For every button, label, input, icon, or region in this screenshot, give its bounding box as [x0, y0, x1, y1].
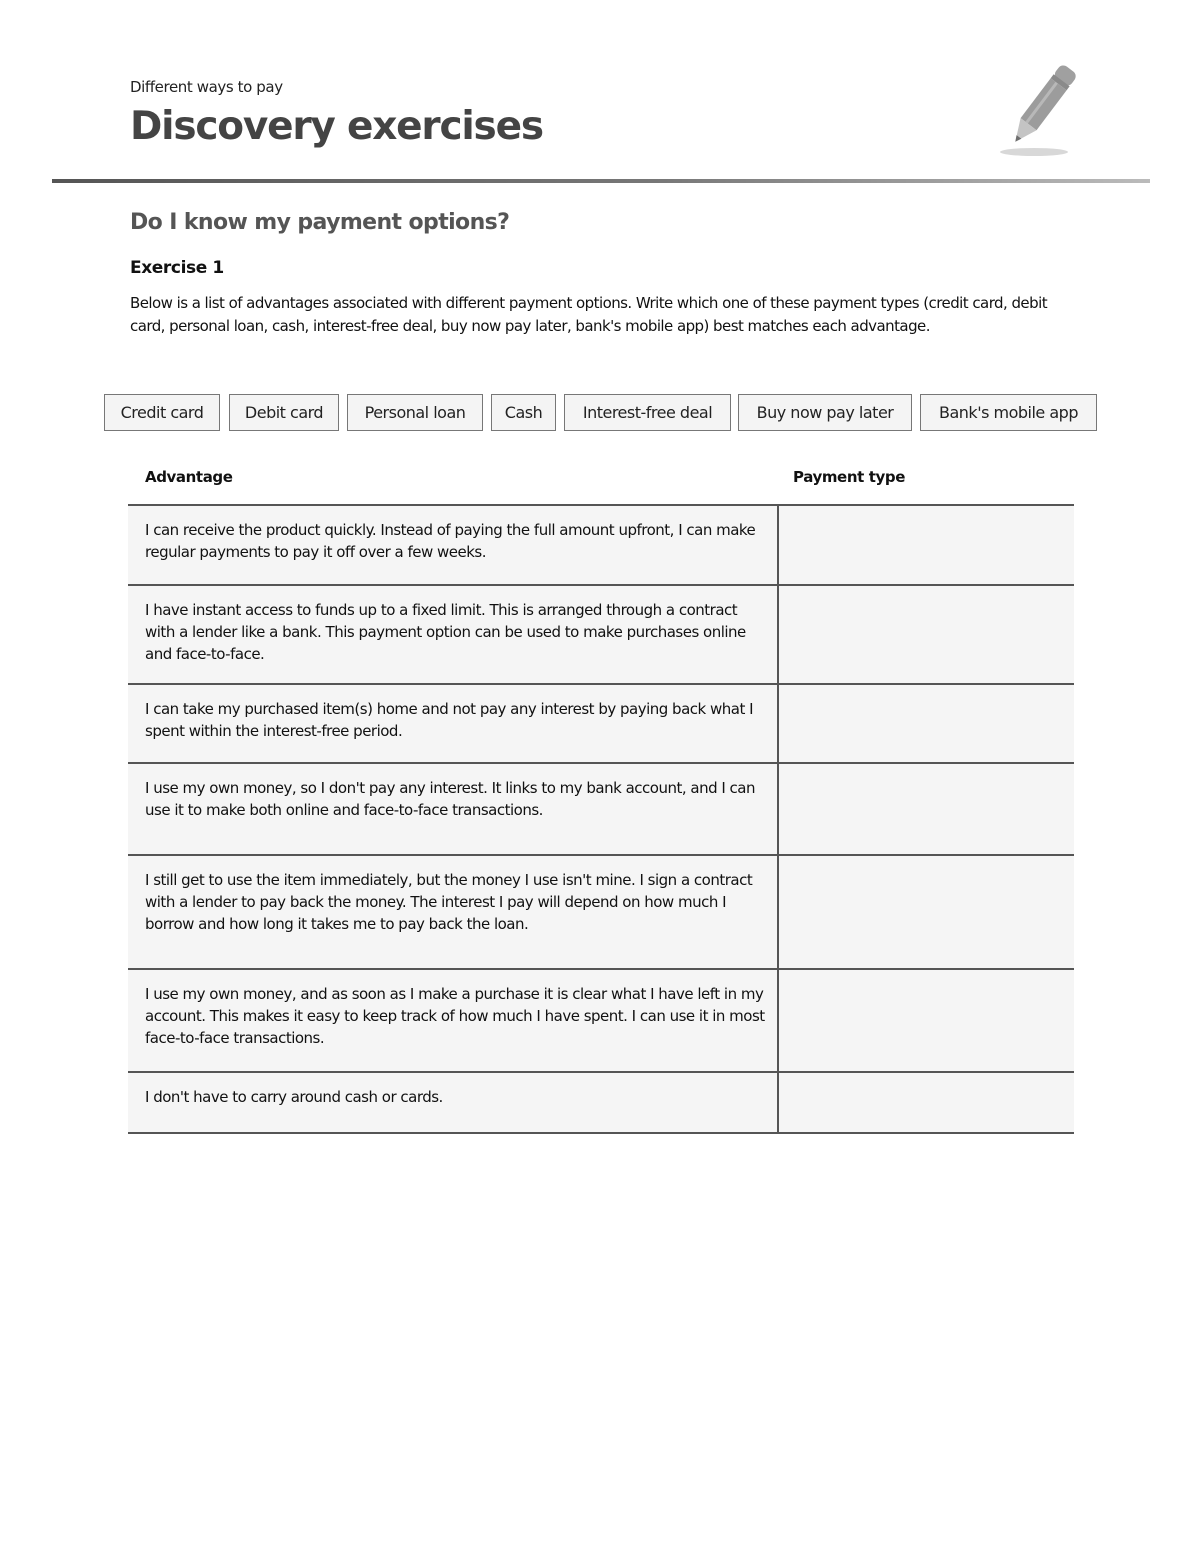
payment-type-cell[interactable]	[777, 586, 1074, 683]
advantage-cell: I don't have to carry around cash or cards.	[145, 1088, 443, 1106]
advantages-table	[128, 504, 1074, 1134]
table-row	[128, 586, 1074, 685]
payment-type-column-header: Payment type	[793, 468, 905, 486]
page-header	[130, 78, 543, 149]
payment-options	[0, 394, 1200, 434]
section-title: Do I know my payment options?	[130, 210, 510, 235]
advantage-cell: I have instant access to funds up to a fixed limit. This is arranged through a contract with a lender like a bank. This payment option can be used to make purchases online and face-to-face.	[145, 601, 746, 664]
advantage-column-header: Advantage	[145, 468, 233, 486]
advantage-cell: I still get to use the item immediately, but the money I use isn't mine. I sign a contract with a lender to pay back the money. The interest I pay will depend on how much I borrow and how long it takes me to pay back the loan.	[145, 871, 753, 934]
advantage-cell: I can take my purchased item(s) home and not pay any interest by paying back what I spent within the interest-free period.	[145, 700, 754, 741]
exercise-instructions: Below is a list of advantages associated with different payment options. Write which one of these payment types (credit card, debit card, personal loan, cash, interest-free deal, buy now pay later, bank's mobile app) best matches each advantage.	[130, 294, 1048, 335]
payment-type-cell[interactable]	[777, 970, 1074, 1071]
page-title: Discovery exercises	[130, 104, 543, 149]
table-row	[128, 1073, 1074, 1134]
option-interest-free-deal: Interest-free deal	[564, 394, 731, 431]
header-divider	[52, 179, 1150, 183]
payment-type-cell[interactable]	[777, 685, 1074, 762]
option-buy-now-pay-later: Buy now pay later	[738, 394, 912, 431]
table-row	[128, 764, 1074, 856]
payment-type-cell[interactable]	[777, 764, 1074, 854]
page-subtitle: Different ways to pay	[130, 78, 283, 96]
payment-type-cell[interactable]	[777, 1073, 1074, 1132]
advantage-cell: I can receive the product quickly. Instead of paying the full amount upfront, I can make regular payments to pay it off over a few weeks.	[145, 521, 756, 562]
pencil-icon	[996, 56, 1086, 166]
table-row	[128, 685, 1074, 764]
table-row	[128, 856, 1074, 970]
option-credit-card: Credit card	[104, 394, 220, 431]
option-cash: Cash	[491, 394, 556, 431]
advantage-cell: I use my own money, and as soon as I make a purchase it is clear what I have left in my account. This makes it easy to keep track of how much I have spent. I can use it in most face-to-face transactions.	[145, 985, 765, 1048]
table-row	[128, 970, 1074, 1073]
payment-type-cell[interactable]	[777, 506, 1074, 584]
exercise-title: Exercise 1	[130, 258, 224, 278]
option-personal-loan: Personal loan	[347, 394, 483, 431]
option-banks-mobile-app: Bank's mobile app	[920, 394, 1097, 431]
advantage-cell: I use my own money, so I don't pay any interest. It links to my bank account, and I can use it to make both online and face-to-face transactions.	[145, 779, 756, 820]
table-row	[128, 504, 1074, 586]
payment-type-cell[interactable]	[777, 856, 1074, 968]
option-debit-card: Debit card	[229, 394, 339, 431]
